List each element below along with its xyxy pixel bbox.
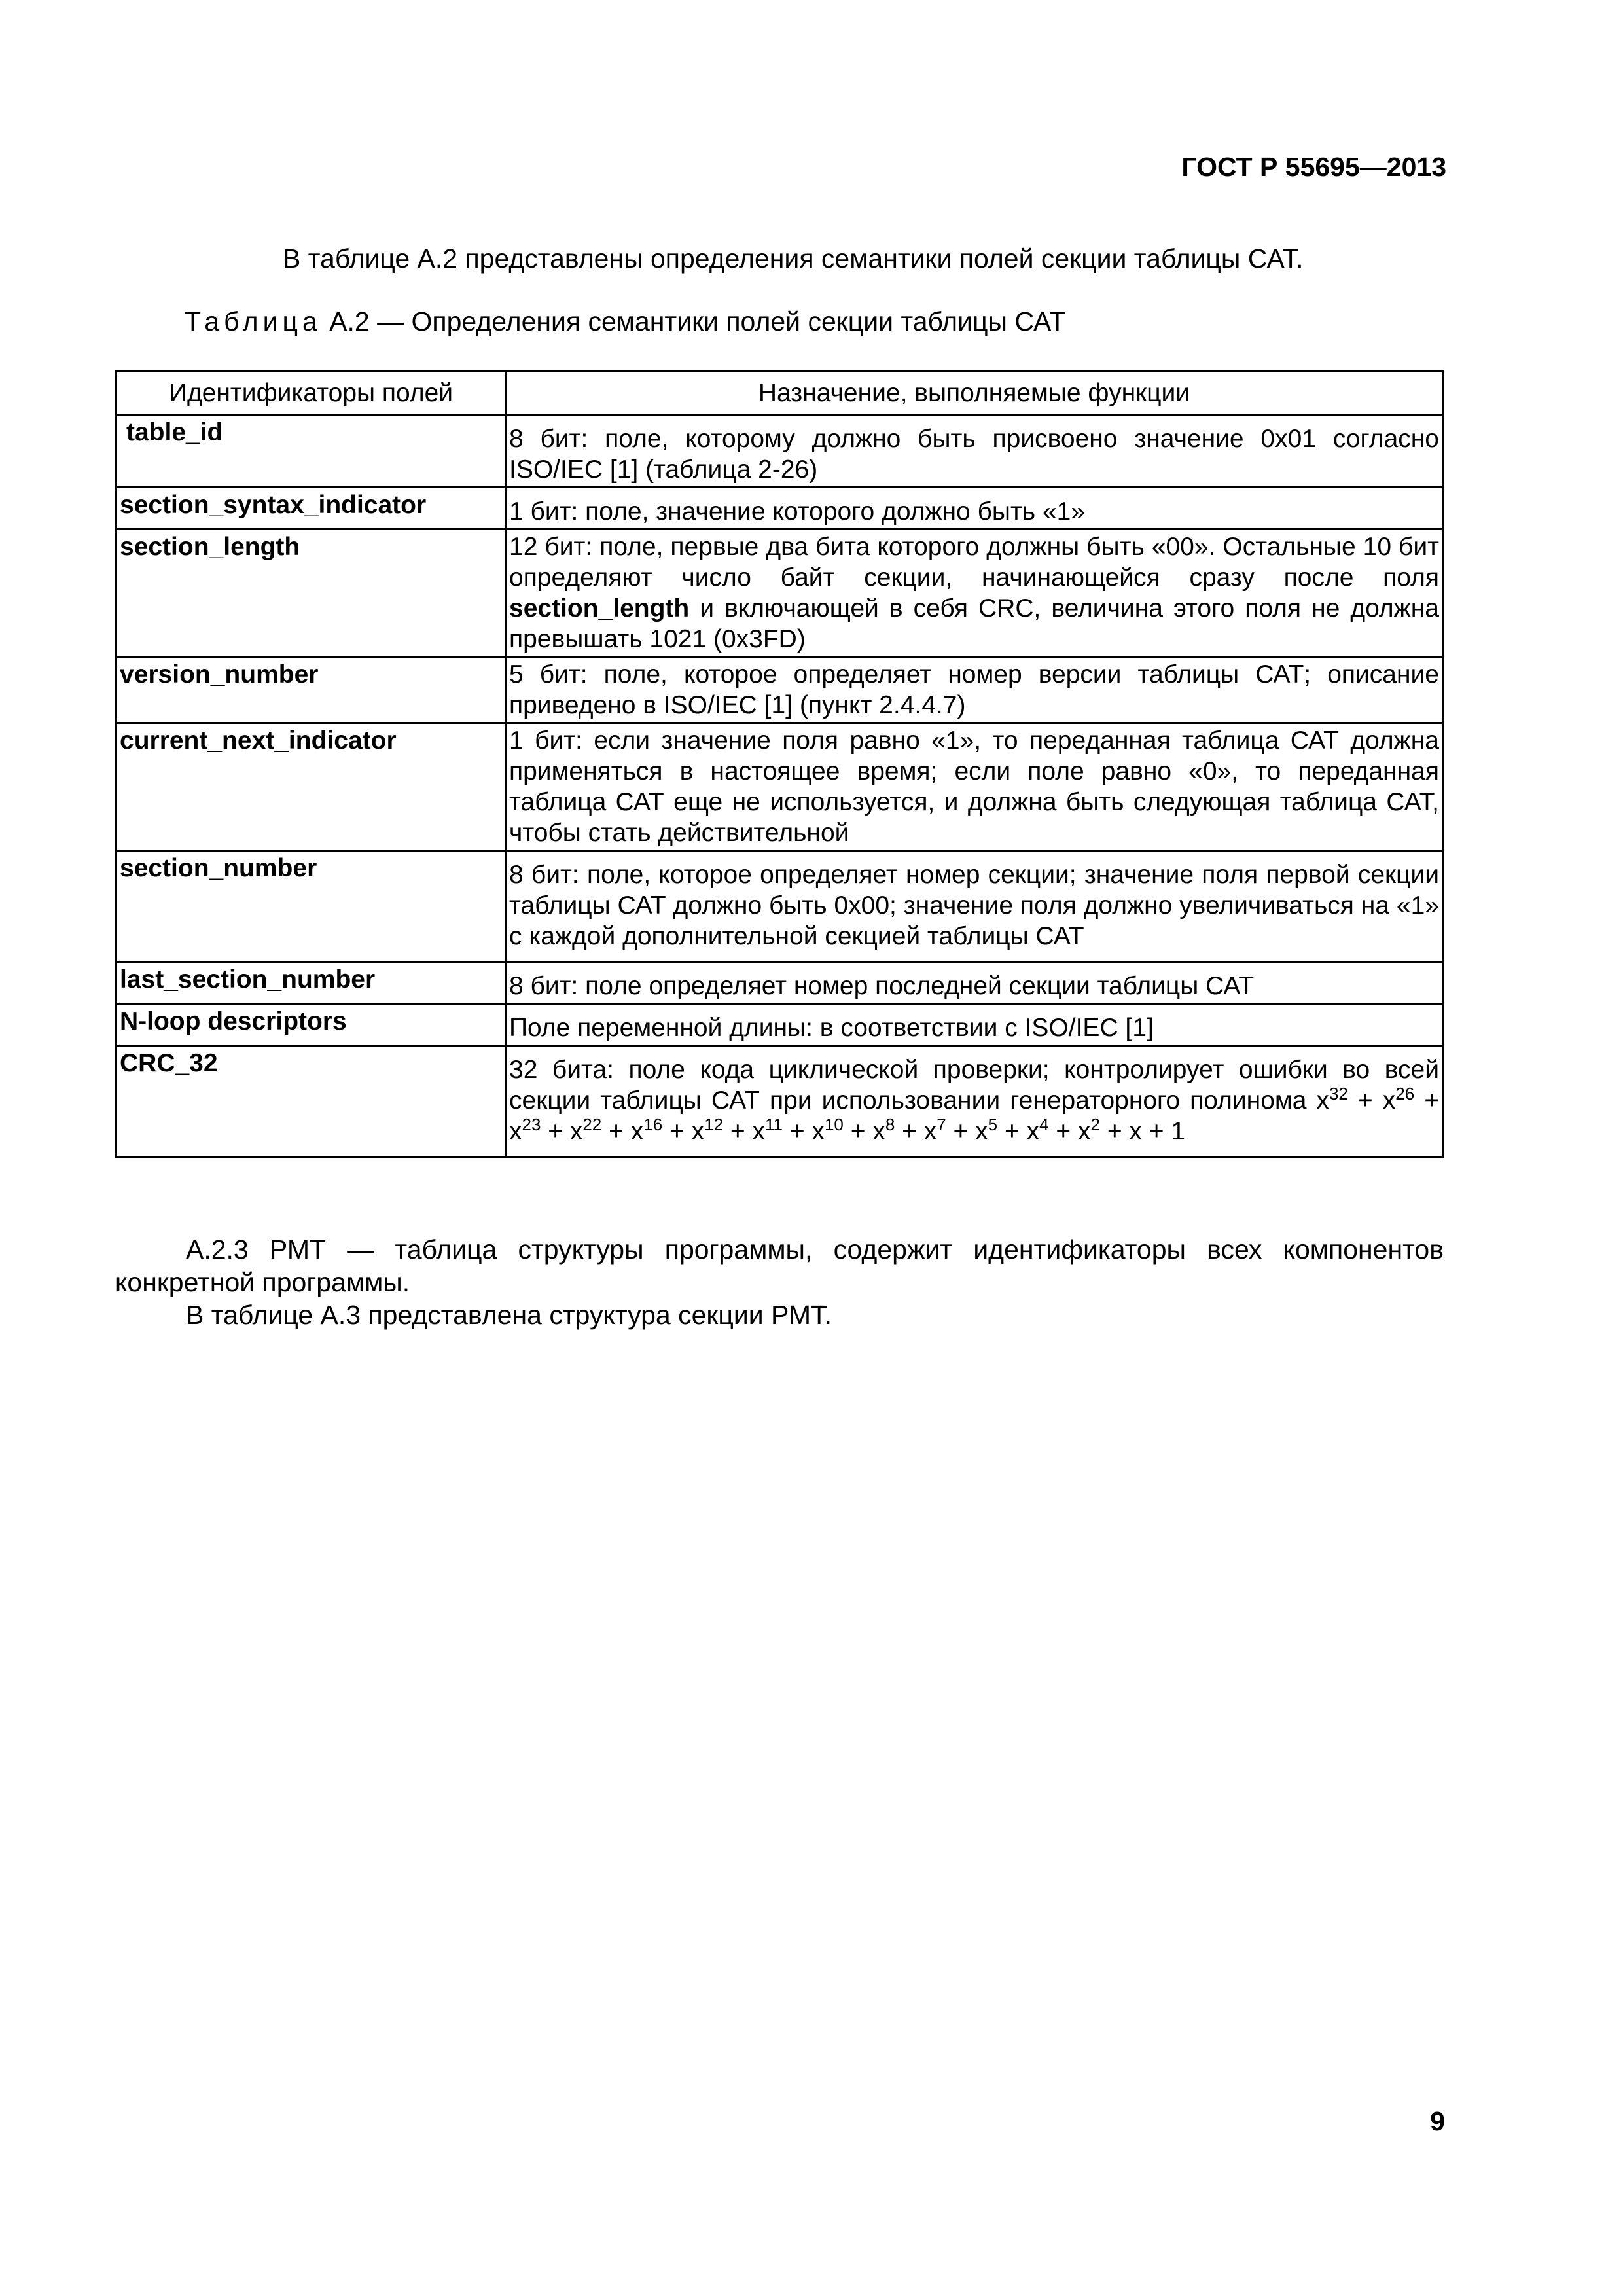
field-name: table_id: [116, 415, 506, 488]
polynomial-exponent: 5: [988, 1115, 998, 1134]
field-description: 8 бит: поле, которому должно быть присвоено значение 0x01 согласно ISO/IEC [1] (таблица 2-26): [506, 415, 1443, 488]
polynomial-exponent: 11: [765, 1115, 783, 1134]
polynomial-exponent: 2: [1090, 1115, 1100, 1134]
table-header-row: [116, 372, 1443, 415]
table-row: [116, 723, 1443, 851]
column-header-purpose: Назначение, выполняемые функции: [506, 372, 1443, 415]
paragraph-pmt: А.2.3 РМТ — таблица структуры программы, содержит идентификаторы всех компонентов конкретной программы.: [115, 1234, 1444, 1297]
caption-text: А.2 — Определения семантики полей секции таблицы САТ: [321, 306, 1066, 336]
field-name: current_next_indicator: [116, 723, 506, 851]
polynomial-exponent: 8: [885, 1115, 895, 1134]
document-id: ГОСТ Р 55695—2013: [1181, 152, 1446, 182]
field-description: 8 бит: поле определяет номер последней секции таблицы САТ: [506, 962, 1443, 1004]
polynomial-exponent: 7: [936, 1115, 946, 1134]
column-header-fields: Идентификаторы полей: [116, 372, 506, 415]
table-row: [116, 962, 1443, 1004]
table-row: [116, 851, 1443, 962]
field-name: section_syntax_indicator: [116, 488, 506, 529]
page-number: 9: [1430, 2106, 1445, 2136]
field-name: version_number: [116, 657, 506, 723]
table-row: [116, 1046, 1443, 1157]
table-row: [116, 415, 1443, 488]
table-row: [116, 529, 1443, 657]
field-description: 8 бит: поле, которое определяет номер секции; значение поля первой секции таблицы САТ должно быть 0x00; значение поля должно увеличиваться на «1» с каждой дополнительной секцией таблицы САТ: [506, 851, 1443, 962]
table-row: [116, 1004, 1443, 1046]
polynomial-exponent: 16: [643, 1115, 663, 1134]
field-description: Поле переменной длины: в соответствии с ISO/IEC [1]: [506, 1004, 1443, 1046]
polynomial-exponent: 22: [582, 1115, 602, 1134]
desc-part: 32 бита: поле кода циклической проверки; контролирует ошибки во всей секции таблицы САТ при использовании генераторного полинома x: [509, 1056, 1439, 1115]
polynomial-exponent: 26: [1395, 1084, 1415, 1103]
field-name: last_section_number: [116, 962, 506, 1004]
caption-label: Таблица: [185, 306, 322, 336]
polynomial-exponent: 32: [1329, 1084, 1348, 1103]
semantics-table: [115, 370, 1444, 1158]
polynomial-exponent: 4: [1039, 1115, 1049, 1134]
field-name: section_length: [116, 529, 506, 657]
desc-bold-term: section_length: [509, 594, 690, 622]
field-description: 1 бит: если значение поля равно «1», то переданная таблица САТ должна применяться в настоящее время; если поле равно «0», то переданная таблица САТ еще не используется, и должна быть следующая таблица САТ, чтобы стать действительной: [506, 723, 1443, 851]
field-description: 1 бит: поле, значение которого должно быть «1»: [506, 488, 1443, 529]
table-caption: [185, 306, 1065, 337]
field-name: CRC_32: [116, 1046, 506, 1157]
desc-part: 12 бит: поле, первые два бита которого должны быть «00». Остальные 10 бит определяют число байт секции, начинающейся сразу после поля: [509, 533, 1439, 592]
table-row: [116, 657, 1443, 723]
field-description: 5 бит: поле, которое определяет номер версии таблицы САТ; описание приведено в ISO/IEC [1] (пункт 2.4.4.7): [506, 657, 1443, 723]
polynomial-exponent: 10: [824, 1115, 844, 1134]
paragraph-table-ref: В таблице А.3 представлена структура секции РМТ.: [186, 1300, 832, 1330]
polynomial-exponent: 23: [522, 1115, 541, 1134]
field-name: N-loop descriptors: [116, 1004, 506, 1046]
desc-part: и включающей в себя CRC, величина этого поля не должна превышать 1021 (0x3FD): [509, 594, 1439, 653]
table-row: [116, 488, 1443, 529]
field-description: 32 бита: поле кода циклической проверки; контролирует ошибки во всей секции таблицы САТ при использовании генераторного полинома $x^{32} + x^{26} + x^{23} + x^{22} + x^{16} + x^{12} + x^{11} + x^{10} + x^8 + x^7 + x^5 + x^4 + x^2 + x + 1$: [506, 1046, 1443, 1157]
intro-text: В таблице А.2 представлены определения семантики полей секции таблицы САТ.: [283, 243, 1304, 274]
field-name: section_number: [116, 851, 506, 962]
field-description: [506, 529, 1443, 657]
polynomial-exponent: 12: [704, 1115, 724, 1134]
